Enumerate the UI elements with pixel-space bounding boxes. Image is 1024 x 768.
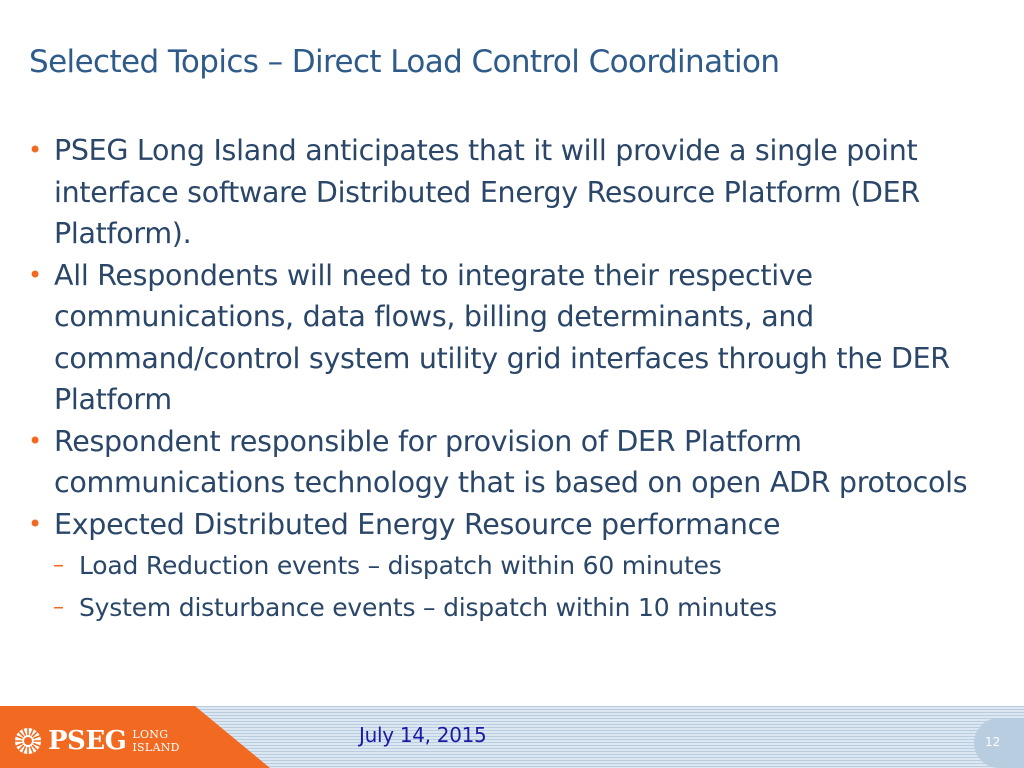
sub-bullet-marker: – — [53, 553, 64, 578]
bullet-line: PSEG Long Island anticipates that it will provide a single point — [54, 134, 918, 167]
sub-bullet-text: System disturbance events – dispatch within 10 minutes — [79, 592, 777, 622]
slide-body — [28, 130, 1003, 628]
sub-bullet-marker: – — [53, 594, 64, 620]
bullet-marker: • — [28, 426, 42, 455]
logo-wordmark: PSEG — [48, 726, 127, 756]
bullet-line: Platform — [54, 383, 172, 416]
logo-subtitle-line: ISLAND — [132, 741, 180, 754]
bullet-marker: • — [28, 509, 42, 538]
footer-stripes — [150, 706, 1024, 768]
sub-bullet-item — [28, 587, 1003, 629]
bullet-line: Expected Distributed Energy Resource performance — [54, 507, 781, 541]
pseg-logo — [14, 726, 180, 756]
footer-date: July 14, 2015 — [359, 723, 487, 747]
bullet-line: communications technology that is based on open ADR protocols — [54, 466, 968, 499]
bullet-line: command/control system utility grid interfaces through the DER — [54, 341, 950, 375]
bullet-line: communications, data flows, billing determinants, and — [54, 300, 814, 333]
slide-title: Selected Topics – Direct Load Control Coordination — [29, 44, 780, 80]
bullet-item — [28, 421, 1003, 504]
bullet-line: interface software Distributed Energy Resource Platform (DER — [54, 175, 920, 209]
logo-subtitle-line: LONG — [132, 728, 169, 741]
slide-footer — [0, 706, 1024, 768]
bullet-line: Platform). — [54, 217, 192, 250]
sub-bullet-text: Load Reduction events – dispatch within 60 minutes — [79, 551, 722, 580]
bullet-line: Respondent responsible for provision of DER Platform — [54, 424, 802, 458]
page-number: 12 — [985, 735, 1001, 749]
bullet-line: All Respondents will need to integrate their respective — [54, 258, 813, 292]
sunburst-icon — [14, 727, 42, 755]
bullet-item — [28, 255, 1003, 421]
sub-bullet-item — [28, 545, 1003, 587]
bullet-marker: • — [28, 260, 42, 289]
logo-subtitle — [132, 728, 179, 754]
bullet-item — [28, 130, 1003, 255]
bullet-item — [28, 504, 1003, 546]
bullet-marker: • — [28, 136, 42, 164]
